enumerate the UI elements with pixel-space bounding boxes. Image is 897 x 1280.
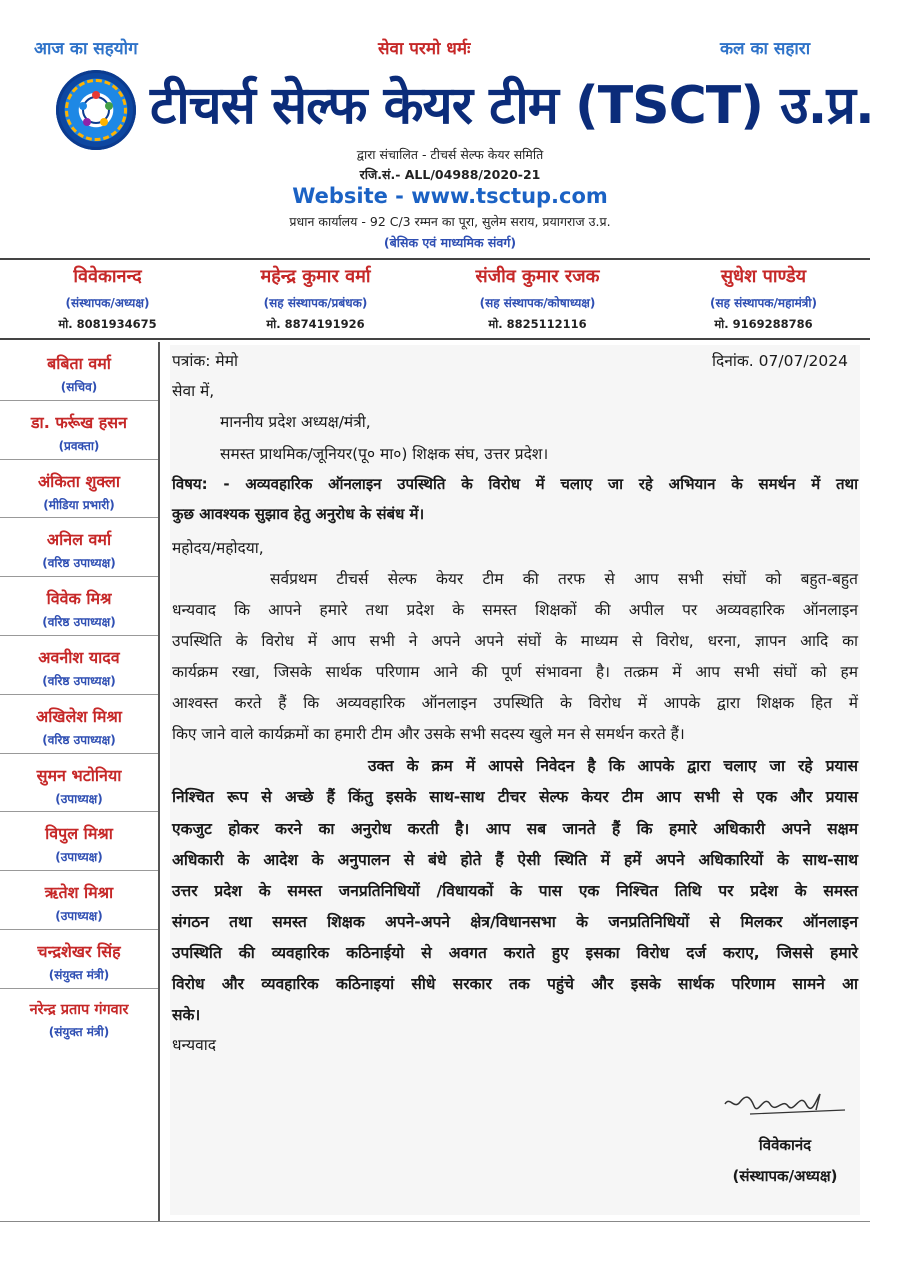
salutation: महोदय/महोदया, <box>172 539 264 557</box>
paragraph-2-line: उक्त के क्रम में आपसे निवेदन है कि आपके द्वारा चलाए जा रहे प्रयास <box>368 757 858 775</box>
member-name: विवेक मिश्र <box>46 589 112 609</box>
sidebar-member <box>0 636 158 695</box>
founder-role: (सह संस्थापक/प्रबंधक) <box>263 296 368 310</box>
paragraph-2-line: संगठन तथा समस्त शिक्षक अपने-अपने क्षेत्र/विधानसभा के जनप्रतिनिधियों से मिलकर ऑनलाइन <box>172 913 858 931</box>
sidebar-member <box>0 930 158 989</box>
founder-role: (सह संस्थापक/कोषाध्यक्ष) <box>479 296 596 310</box>
member-role: (सचिव) <box>60 380 98 394</box>
member-role: (उपाध्यक्ष) <box>55 909 103 924</box>
paragraph-1-line: किए जाने वाले कार्यक्रमों का हमारी टीम और उसके सभी सदस्य खुले मन से समर्थन करते हैं। <box>172 725 685 743</box>
member-name: अवनीश यादव <box>38 647 120 667</box>
sidebar-member <box>0 342 158 401</box>
sidebar-member <box>0 754 158 813</box>
cadre-note: (बेसिक एवं माध्यमिक संवर्ग) <box>383 235 517 250</box>
founder-mobile: मो. 8825112116 <box>488 317 587 331</box>
founder-4 <box>656 264 871 332</box>
member-name: सुमन भटोनिया <box>36 765 122 785</box>
people-circle-icon <box>56 70 136 150</box>
member-name: अंकिता शुक्ला <box>37 471 121 491</box>
member-name: बबिता वर्मा <box>47 354 111 373</box>
sidebar-divider <box>158 342 160 1222</box>
addressee-line-2: समस्त प्राथमिक/जूनियर(पू० मा०) शिक्षक संघ, उत्तर प्रदेश। <box>220 445 549 463</box>
founder-name: सुधेश पाण्डेय <box>720 266 807 287</box>
sidebar-member <box>0 871 158 930</box>
member-role: (उपाध्यक्ष) <box>55 791 103 806</box>
member-name: अनिल वर्मा <box>46 530 112 550</box>
paragraph-2-line: निश्चित रूप से अच्छे हैं किंतु इसके साथ-साथ टीचर सेल्फ केयर टीम आप सभी से एक और प्रयास <box>172 788 858 806</box>
header-divider <box>0 258 870 260</box>
member-role: (उपाध्यक्ष) <box>55 850 103 865</box>
sidebar-member <box>0 460 158 519</box>
member-role: (वरिष्ठ उपाध्यक्ष) <box>42 556 116 571</box>
tsct-logo <box>56 70 136 150</box>
founder-name: संजीव कुमार रजक <box>475 266 600 287</box>
signer-role: (संस्थापक/अध्यक्ष) <box>732 1167 838 1185</box>
founder-role: (सह संस्थापक/महामंत्री) <box>710 296 817 310</box>
member-name: ऋतेश मिश्रा <box>44 883 114 903</box>
tagline-right: कल का सहारा <box>720 39 811 59</box>
member-role: (संयुक्त मंत्री) <box>48 1024 110 1039</box>
paragraph-2-line: एकजुट होकर करने का अनुरोध करती है। आप सब जानते हैं कि हमारे अधिकारी अपने सक्षम <box>172 820 858 838</box>
paragraph-2-line: उपस्थिति की व्यवहारिक कठिनाईयो से अवगत कराते हुए इसका विरोध दर्ज कराए, जिससे हमारे <box>172 944 858 962</box>
founder-3 <box>430 264 645 332</box>
paragraph-1-line: सर्वप्रथम टीचर्स सेल्फ केयर टीम की तरफ से आप सभी संघों को बहुत-बहुत <box>270 570 858 588</box>
member-role: (प्रवक्ता) <box>58 438 100 453</box>
paragraph-1-line: कार्यक्रम रखा, जिसके सार्थक परिणाम आने की पूर्ण संभावना है। तत्क्रम में आप सभी संघों को हम <box>172 663 858 681</box>
member-role: (वरिष्ठ उपाध्यक्ष) <box>42 673 116 688</box>
sidebar-member <box>0 577 158 636</box>
member-role: (वरिष्ठ उपाध्यक्ष) <box>42 732 116 747</box>
addressee-line-1: माननीय प्रदेश अध्यक्ष/मंत्री, <box>220 413 371 431</box>
founders-divider <box>0 338 870 340</box>
closing-thanks: धन्यवाद <box>172 1036 216 1054</box>
sidebar-member <box>0 401 158 460</box>
member-role: (मीडिया प्रभारी) <box>43 497 115 512</box>
managed-by: द्वारा संचालित - टीचर्स सेल्फ केयर समिति <box>356 147 544 162</box>
founder-mobile: मो. 8874191926 <box>266 317 365 331</box>
letter-date: दिनांक. 07/07/2024 <box>712 352 848 370</box>
founder-mobile: मो. 9169288786 <box>714 317 813 331</box>
office-bearers-sidebar <box>0 342 158 1048</box>
founder-name: महेन्द्र कुमार वर्मा <box>260 266 371 287</box>
sidebar-member <box>0 812 158 871</box>
founder-mobile: मो. 8081934675 <box>58 317 157 331</box>
paragraph-2-line: सके। <box>172 1006 201 1024</box>
member-name: विपुल मिश्रा <box>45 824 113 844</box>
letter-ref: पत्रांक: मेमो <box>172 352 238 370</box>
registration-number: रजि.सं.- ALL/04988/2020-21 <box>359 167 541 182</box>
member-name: नरेन्द्र प्रताप गंगवार <box>29 1001 129 1018</box>
paragraph-2-line: उत्तर प्रदेश के समस्त जनप्रतिनिधियों /विधायकों के पास एक निश्चित तिथि पर प्रदेश के समस्त <box>172 882 858 900</box>
office-address: प्रधान कार्यालय - 92 C/3 रम्मन का पूरा, सुलेम सराय, प्रयागराज उ.प्र. <box>289 214 611 229</box>
paragraph-1-line: उपस्थिति के विरोध में आप सभी ने अपने अपने संघों के माध्यम से विरोध, धरना, ज्ञापन आदि का <box>172 632 858 650</box>
member-role: (वरिष्ठ उपाध्यक्ष) <box>42 615 116 630</box>
footer-divider <box>0 1221 870 1222</box>
sidebar-member <box>0 518 158 577</box>
sidebar-member <box>0 695 158 754</box>
founder-1 <box>0 264 215 332</box>
paragraph-1-line: आश्वस्त करते हैं कि अव्यवहारिक ऑनलाइन उपस्थिति के विरोध में आपके द्वारा शिक्षक हित में <box>172 694 858 712</box>
founder-name: विवेकानन्द <box>73 266 142 287</box>
member-name: डा. फर्रूख हसन <box>31 412 127 432</box>
signer-name: विवेकानंद <box>758 1136 812 1154</box>
paragraph-2-line: विरोध और व्यवहारिक कठिनाइयां सीधे सरकार तक पहुंचे और इसके सार्थक परिणाम सामने आ <box>172 975 858 993</box>
founder-role: (संस्थापक/अध्यक्ष) <box>65 296 150 310</box>
founder-2 <box>208 264 423 332</box>
paragraph-1-line: धन्यवाद कि आपने हमारे तथा प्रदेश के समस्त शिक्षकों की अपील पर अव्यवहारिक ऑनलाइन <box>172 601 858 619</box>
member-role: (संयुक्त मंत्री) <box>48 967 110 982</box>
organization-title: टीचर्स सेल्फ केयर टीम (TSCT) उ.प्र. <box>150 76 874 136</box>
tagline-center: सेवा परमो धर्मः <box>378 39 471 59</box>
sidebar-member <box>0 989 158 1048</box>
member-name: चन्द्रशेखर सिंह <box>37 941 121 961</box>
tagline-left: आज का सहयोग <box>34 39 138 59</box>
signature-image <box>720 1080 850 1120</box>
letter-to: सेवा में, <box>172 382 215 400</box>
website-link[interactable]: Website - www.tsctup.com <box>292 184 608 208</box>
paragraph-2-line: अधिकारी के आदेश के अनुपालन से बंधे होते हैं ऐसी स्थिति में हमें अपने अधिकारियों के साथ-साथ <box>172 851 858 869</box>
member-name: अखिलेश मिश्रा <box>36 706 122 726</box>
subject-line-2: कुछ आवश्यक सुझाव हेतु अनुरोध के संबंध में। <box>172 505 425 523</box>
subject-line-1: विषय: - अव्यवहारिक ऑनलाइन उपस्थिति के विरोध में चलाए जा रहे अभियान के समर्थन में तथा <box>172 475 858 493</box>
